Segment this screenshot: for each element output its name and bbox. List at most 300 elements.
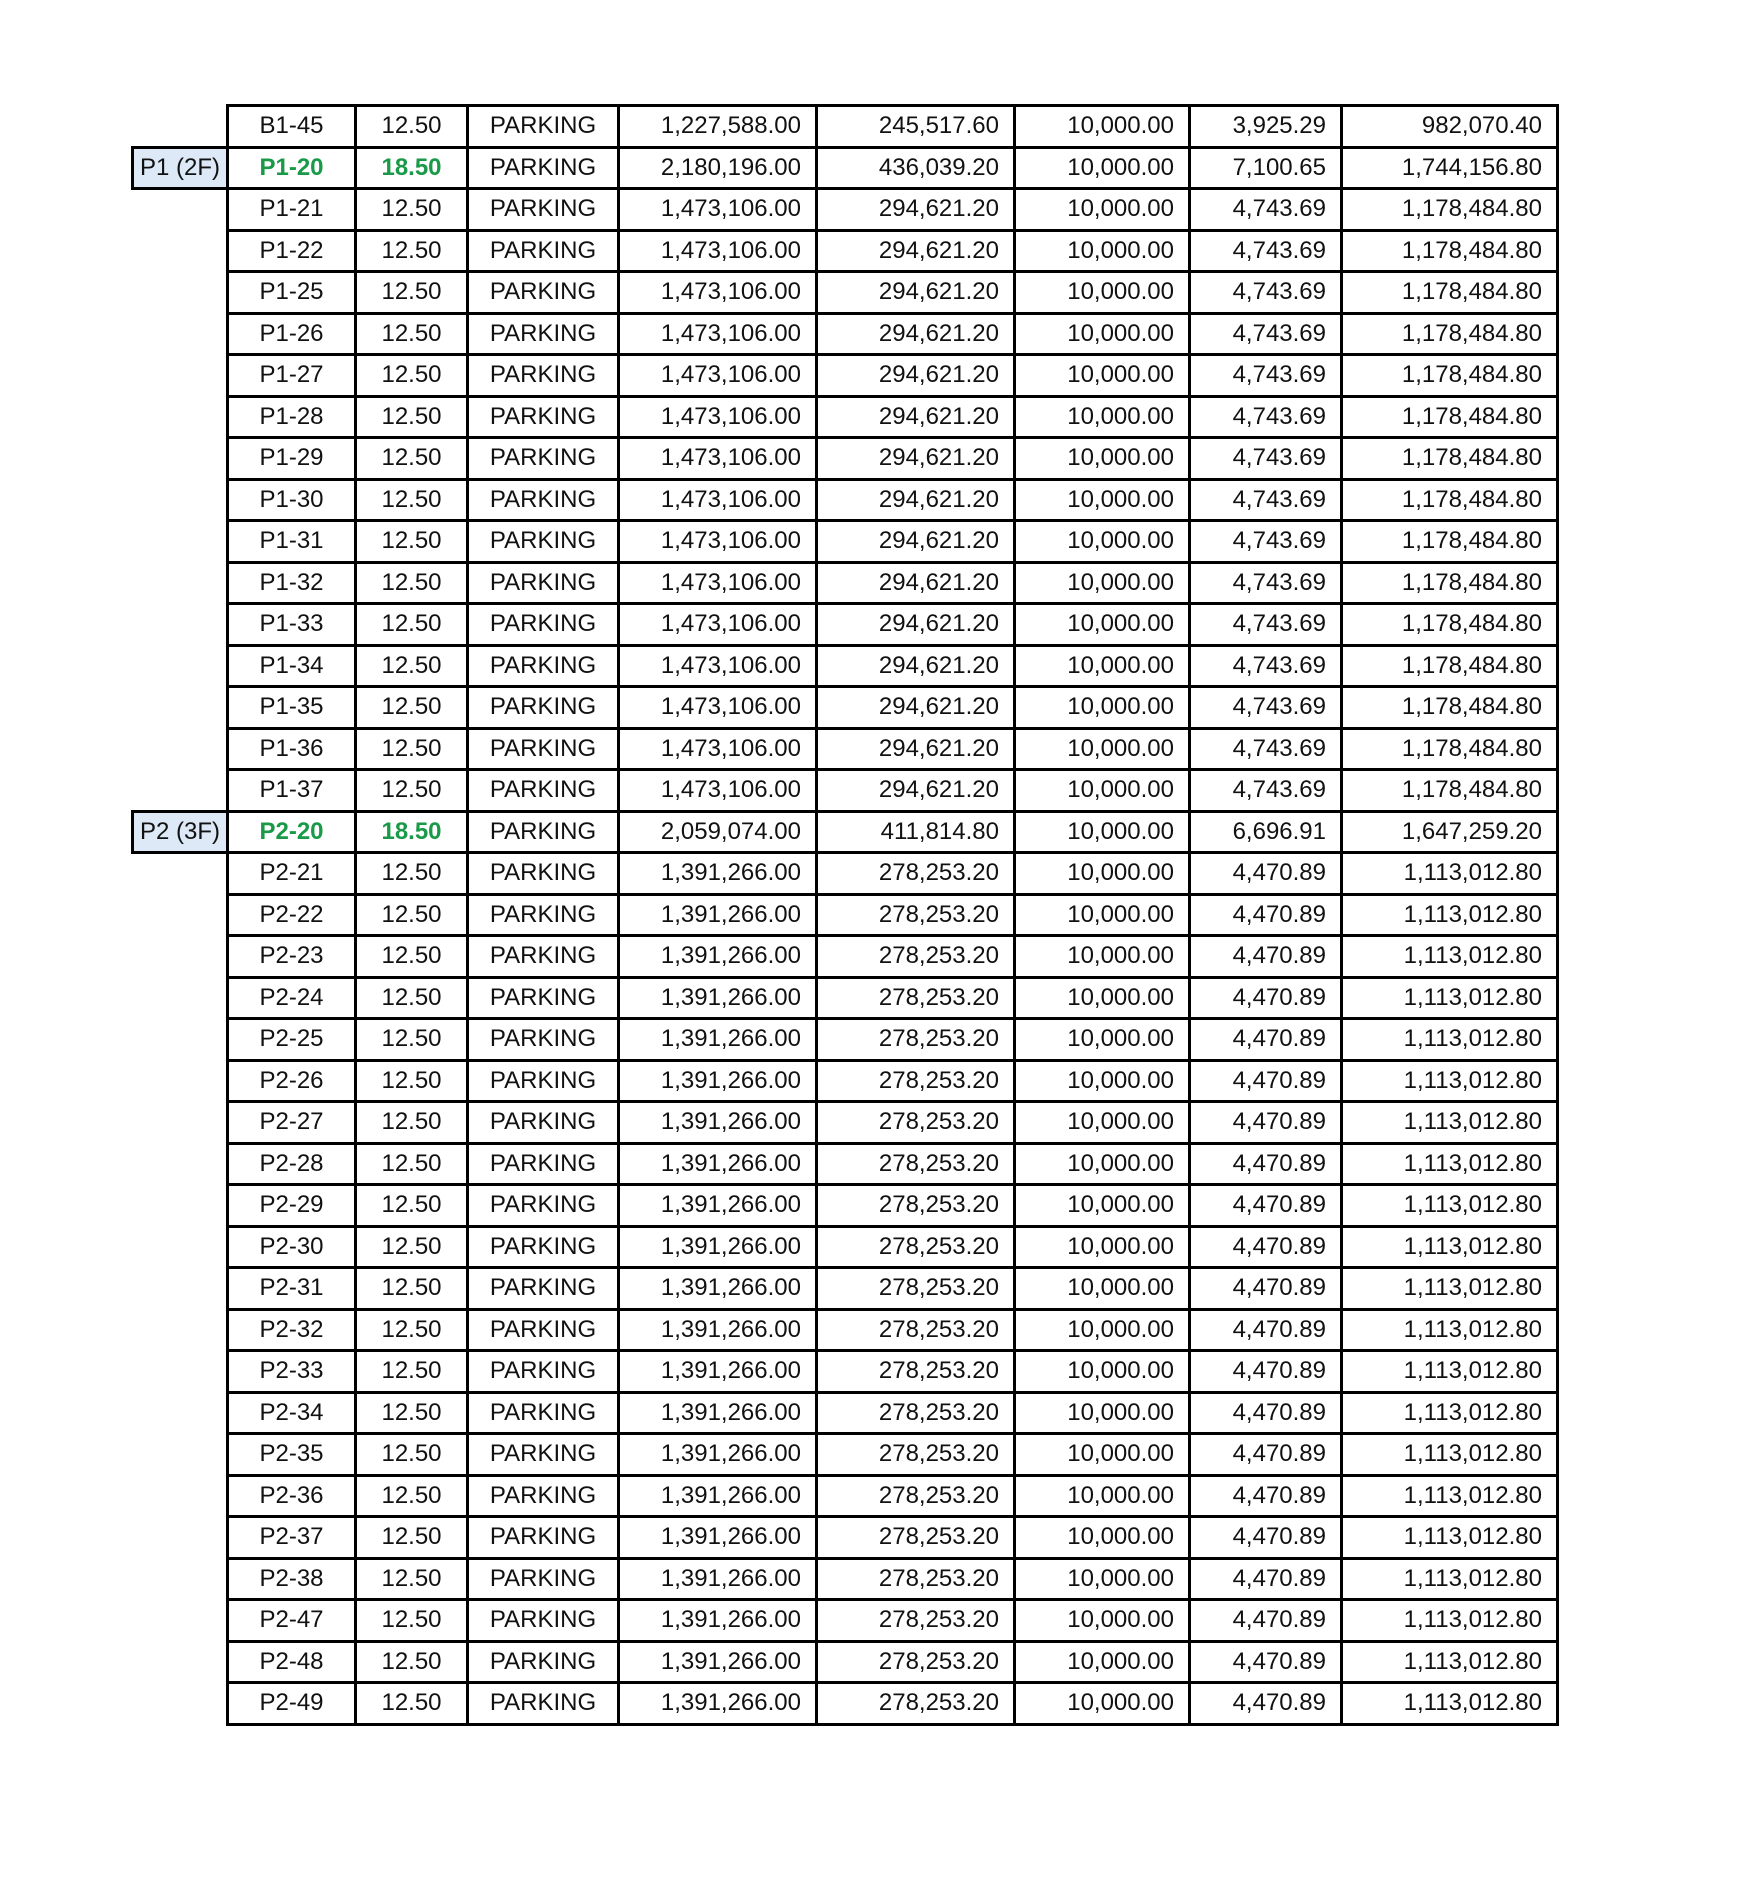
booking-fee-cell[interactable]: 10,000.00	[1015, 1434, 1190, 1476]
booking-fee-cell[interactable]: 10,000.00	[1015, 811, 1190, 853]
installment-cell[interactable]: 4,470.89	[1190, 977, 1342, 1019]
type-cell[interactable]: PARKING	[468, 1102, 619, 1144]
balance-cell[interactable]: 1,113,012.80	[1342, 1351, 1558, 1393]
deposit-cell[interactable]: 278,253.20	[817, 1434, 1015, 1476]
price-cell[interactable]: 1,391,266.00	[619, 1600, 817, 1642]
price-cell[interactable]: 1,473,106.00	[619, 355, 817, 397]
price-cell[interactable]: 1,473,106.00	[619, 479, 817, 521]
installment-cell[interactable]: 4,470.89	[1190, 1019, 1342, 1061]
installment-cell[interactable]: 4,470.89	[1190, 1268, 1342, 1310]
price-cell[interactable]: 1,391,266.00	[619, 853, 817, 895]
type-cell[interactable]: PARKING	[468, 977, 619, 1019]
unit-code-cell[interactable]: P2-23	[228, 936, 356, 978]
installment-cell[interactable]: 4,470.89	[1190, 1143, 1342, 1185]
price-cell[interactable]: 1,391,266.00	[619, 1517, 817, 1559]
price-cell[interactable]: 1,391,266.00	[619, 1060, 817, 1102]
deposit-cell[interactable]: 411,814.80	[817, 811, 1015, 853]
deposit-cell[interactable]: 294,621.20	[817, 396, 1015, 438]
booking-fee-cell[interactable]: 10,000.00	[1015, 1226, 1190, 1268]
type-cell[interactable]: PARKING	[468, 1517, 619, 1559]
price-cell[interactable]: 1,473,106.00	[619, 521, 817, 563]
deposit-cell[interactable]: 278,253.20	[817, 1226, 1015, 1268]
balance-cell[interactable]: 1,113,012.80	[1342, 936, 1558, 978]
balance-cell[interactable]: 1,113,012.80	[1342, 894, 1558, 936]
price-cell[interactable]: 1,473,106.00	[619, 230, 817, 272]
balance-cell[interactable]: 1,113,012.80	[1342, 1558, 1558, 1600]
installment-cell[interactable]: 4,470.89	[1190, 1185, 1342, 1227]
price-cell[interactable]: 1,473,106.00	[619, 313, 817, 355]
unit-code-cell[interactable]: P1-34	[228, 645, 356, 687]
type-cell[interactable]: PARKING	[468, 521, 619, 563]
type-cell[interactable]: PARKING	[468, 1060, 619, 1102]
type-cell[interactable]: PARKING	[468, 1558, 619, 1600]
balance-cell[interactable]: 1,178,484.80	[1342, 687, 1558, 729]
booking-fee-cell[interactable]: 10,000.00	[1015, 853, 1190, 895]
balance-cell[interactable]: 1,178,484.80	[1342, 189, 1558, 231]
unit-code-cell[interactable]: P2-36	[228, 1475, 356, 1517]
area-cell[interactable]: 12.50	[356, 438, 468, 480]
unit-code-cell[interactable]: P1-21	[228, 189, 356, 231]
booking-fee-cell[interactable]: 10,000.00	[1015, 1517, 1190, 1559]
booking-fee-cell[interactable]: 10,000.00	[1015, 1268, 1190, 1310]
installment-cell[interactable]: 4,470.89	[1190, 1226, 1342, 1268]
booking-fee-cell[interactable]: 10,000.00	[1015, 1185, 1190, 1227]
type-cell[interactable]: PARKING	[468, 562, 619, 604]
installment-cell[interactable]: 4,470.89	[1190, 1641, 1342, 1683]
installment-cell[interactable]: 4,470.89	[1190, 1309, 1342, 1351]
deposit-cell[interactable]: 294,621.20	[817, 521, 1015, 563]
deposit-cell[interactable]: 245,517.60	[817, 106, 1015, 148]
installment-cell[interactable]: 4,743.69	[1190, 728, 1342, 770]
installment-cell[interactable]: 4,470.89	[1190, 1102, 1342, 1144]
area-cell[interactable]: 12.50	[356, 1600, 468, 1642]
booking-fee-cell[interactable]: 10,000.00	[1015, 687, 1190, 729]
installment-cell[interactable]: 4,470.89	[1190, 1392, 1342, 1434]
installment-cell[interactable]: 4,743.69	[1190, 230, 1342, 272]
unit-code-cell[interactable]: P2-33	[228, 1351, 356, 1393]
installment-cell[interactable]: 4,470.89	[1190, 1683, 1342, 1725]
balance-cell[interactable]: 1,113,012.80	[1342, 853, 1558, 895]
booking-fee-cell[interactable]: 10,000.00	[1015, 1102, 1190, 1144]
unit-code-cell[interactable]: P1-33	[228, 604, 356, 646]
booking-fee-cell[interactable]: 10,000.00	[1015, 770, 1190, 812]
price-cell[interactable]: 1,391,266.00	[619, 936, 817, 978]
type-cell[interactable]: PARKING	[468, 645, 619, 687]
price-cell[interactable]: 1,473,106.00	[619, 770, 817, 812]
deposit-cell[interactable]: 294,621.20	[817, 355, 1015, 397]
area-cell[interactable]: 12.50	[356, 936, 468, 978]
booking-fee-cell[interactable]: 10,000.00	[1015, 147, 1190, 189]
type-cell[interactable]: PARKING	[468, 313, 619, 355]
balance-cell[interactable]: 1,178,484.80	[1342, 396, 1558, 438]
deposit-cell[interactable]: 294,621.20	[817, 687, 1015, 729]
booking-fee-cell[interactable]: 10,000.00	[1015, 1392, 1190, 1434]
balance-cell[interactable]: 1,647,259.20	[1342, 811, 1558, 853]
booking-fee-cell[interactable]: 10,000.00	[1015, 479, 1190, 521]
installment-cell[interactable]: 4,470.89	[1190, 1434, 1342, 1476]
installment-cell[interactable]: 4,743.69	[1190, 272, 1342, 314]
balance-cell[interactable]: 1,113,012.80	[1342, 1102, 1558, 1144]
price-cell[interactable]: 1,473,106.00	[619, 645, 817, 687]
price-cell[interactable]: 1,391,266.00	[619, 1226, 817, 1268]
balance-cell[interactable]: 1,178,484.80	[1342, 438, 1558, 480]
unit-code-cell[interactable]: P2-37	[228, 1517, 356, 1559]
balance-cell[interactable]: 1,178,484.80	[1342, 728, 1558, 770]
unit-code-cell[interactable]: P2-35	[228, 1434, 356, 1476]
deposit-cell[interactable]: 278,253.20	[817, 1268, 1015, 1310]
booking-fee-cell[interactable]: 10,000.00	[1015, 645, 1190, 687]
price-cell[interactable]: 1,473,106.00	[619, 562, 817, 604]
booking-fee-cell[interactable]: 10,000.00	[1015, 355, 1190, 397]
installment-cell[interactable]: 4,470.89	[1190, 1475, 1342, 1517]
area-cell[interactable]: 12.50	[356, 770, 468, 812]
price-cell[interactable]: 1,391,266.00	[619, 977, 817, 1019]
installment-cell[interactable]: 4,743.69	[1190, 313, 1342, 355]
price-cell[interactable]: 1,391,266.00	[619, 1558, 817, 1600]
unit-code-cell[interactable]: P2-31	[228, 1268, 356, 1310]
balance-cell[interactable]: 1,113,012.80	[1342, 1392, 1558, 1434]
price-cell[interactable]: 1,391,266.00	[619, 1475, 817, 1517]
area-cell[interactable]: 12.50	[356, 396, 468, 438]
area-cell[interactable]: 12.50	[356, 1558, 468, 1600]
price-cell[interactable]: 1,391,266.00	[619, 1641, 817, 1683]
area-cell[interactable]: 12.50	[356, 106, 468, 148]
type-cell[interactable]: PARKING	[468, 1143, 619, 1185]
deposit-cell[interactable]: 294,621.20	[817, 189, 1015, 231]
price-cell[interactable]: 1,473,106.00	[619, 687, 817, 729]
price-cell[interactable]: 2,180,196.00	[619, 147, 817, 189]
type-cell[interactable]: PARKING	[468, 894, 619, 936]
floor-label[interactable]: P2 (3F)	[133, 811, 228, 853]
booking-fee-cell[interactable]: 10,000.00	[1015, 106, 1190, 148]
area-cell[interactable]: 12.50	[356, 1475, 468, 1517]
balance-cell[interactable]: 1,178,484.80	[1342, 645, 1558, 687]
deposit-cell[interactable]: 278,253.20	[817, 1517, 1015, 1559]
deposit-cell[interactable]: 278,253.20	[817, 894, 1015, 936]
installment-cell[interactable]: 4,470.89	[1190, 1600, 1342, 1642]
unit-code-cell[interactable]: P2-24	[228, 977, 356, 1019]
deposit-cell[interactable]: 294,621.20	[817, 645, 1015, 687]
type-cell[interactable]: PARKING	[468, 189, 619, 231]
unit-code-cell[interactable]: P1-29	[228, 438, 356, 480]
deposit-cell[interactable]: 278,253.20	[817, 853, 1015, 895]
installment-cell[interactable]: 4,743.69	[1190, 521, 1342, 563]
area-cell[interactable]: 12.50	[356, 1392, 468, 1434]
area-cell[interactable]: 12.50	[356, 1641, 468, 1683]
booking-fee-cell[interactable]: 10,000.00	[1015, 936, 1190, 978]
type-cell[interactable]: PARKING	[468, 1683, 619, 1725]
unit-code-cell[interactable]: P2-48	[228, 1641, 356, 1683]
deposit-cell[interactable]: 278,253.20	[817, 977, 1015, 1019]
area-cell[interactable]: 18.50	[356, 811, 468, 853]
type-cell[interactable]: PARKING	[468, 687, 619, 729]
balance-cell[interactable]: 1,178,484.80	[1342, 770, 1558, 812]
deposit-cell[interactable]: 294,621.20	[817, 604, 1015, 646]
type-cell[interactable]: PARKING	[468, 936, 619, 978]
deposit-cell[interactable]: 294,621.20	[817, 479, 1015, 521]
area-cell[interactable]: 12.50	[356, 1019, 468, 1061]
deposit-cell[interactable]: 294,621.20	[817, 313, 1015, 355]
installment-cell[interactable]: 4,743.69	[1190, 396, 1342, 438]
booking-fee-cell[interactable]: 10,000.00	[1015, 438, 1190, 480]
booking-fee-cell[interactable]: 10,000.00	[1015, 728, 1190, 770]
balance-cell[interactable]: 1,113,012.80	[1342, 1475, 1558, 1517]
booking-fee-cell[interactable]: 10,000.00	[1015, 189, 1190, 231]
booking-fee-cell[interactable]: 10,000.00	[1015, 1641, 1190, 1683]
unit-code-cell[interactable]: B1-45	[228, 106, 356, 148]
price-cell[interactable]: 1,391,266.00	[619, 894, 817, 936]
area-cell[interactable]: 12.50	[356, 1102, 468, 1144]
type-cell[interactable]: PARKING	[468, 1351, 619, 1393]
deposit-cell[interactable]: 278,253.20	[817, 1558, 1015, 1600]
area-cell[interactable]: 12.50	[356, 1517, 468, 1559]
unit-code-cell[interactable]: P2-34	[228, 1392, 356, 1434]
area-cell[interactable]: 12.50	[356, 1683, 468, 1725]
area-cell[interactable]: 12.50	[356, 521, 468, 563]
area-cell[interactable]: 12.50	[356, 562, 468, 604]
type-cell[interactable]: PARKING	[468, 811, 619, 853]
type-cell[interactable]: PARKING	[468, 1268, 619, 1310]
unit-code-cell[interactable]: P2-29	[228, 1185, 356, 1227]
area-cell[interactable]: 18.50	[356, 147, 468, 189]
unit-code-cell[interactable]: P1-36	[228, 728, 356, 770]
area-cell[interactable]: 12.50	[356, 272, 468, 314]
booking-fee-cell[interactable]: 10,000.00	[1015, 272, 1190, 314]
deposit-cell[interactable]: 278,253.20	[817, 1019, 1015, 1061]
deposit-cell[interactable]: 278,253.20	[817, 1185, 1015, 1227]
deposit-cell[interactable]: 294,621.20	[817, 230, 1015, 272]
price-cell[interactable]: 1,391,266.00	[619, 1392, 817, 1434]
area-cell[interactable]: 12.50	[356, 853, 468, 895]
deposit-cell[interactable]: 294,621.20	[817, 728, 1015, 770]
price-cell[interactable]: 1,473,106.00	[619, 396, 817, 438]
unit-code-cell[interactable]: P2-20	[228, 811, 356, 853]
deposit-cell[interactable]: 294,621.20	[817, 438, 1015, 480]
unit-code-cell[interactable]: P1-26	[228, 313, 356, 355]
balance-cell[interactable]: 1,113,012.80	[1342, 1268, 1558, 1310]
area-cell[interactable]: 12.50	[356, 230, 468, 272]
type-cell[interactable]: PARKING	[468, 1475, 619, 1517]
area-cell[interactable]: 12.50	[356, 645, 468, 687]
balance-cell[interactable]: 1,113,012.80	[1342, 1226, 1558, 1268]
type-cell[interactable]: PARKING	[468, 604, 619, 646]
price-cell[interactable]: 1,473,106.00	[619, 272, 817, 314]
deposit-cell[interactable]: 294,621.20	[817, 770, 1015, 812]
area-cell[interactable]: 12.50	[356, 1143, 468, 1185]
booking-fee-cell[interactable]: 10,000.00	[1015, 604, 1190, 646]
unit-code-cell[interactable]: P2-26	[228, 1060, 356, 1102]
price-cell[interactable]: 1,473,106.00	[619, 438, 817, 480]
balance-cell[interactable]: 1,113,012.80	[1342, 1143, 1558, 1185]
balance-cell[interactable]: 1,744,156.80	[1342, 147, 1558, 189]
deposit-cell[interactable]: 278,253.20	[817, 1309, 1015, 1351]
installment-cell[interactable]: 4,743.69	[1190, 645, 1342, 687]
deposit-cell[interactable]: 278,253.20	[817, 936, 1015, 978]
price-cell[interactable]: 2,059,074.00	[619, 811, 817, 853]
balance-cell[interactable]: 1,178,484.80	[1342, 272, 1558, 314]
type-cell[interactable]: PARKING	[468, 1600, 619, 1642]
type-cell[interactable]: PARKING	[468, 355, 619, 397]
price-cell[interactable]: 1,391,266.00	[619, 1434, 817, 1476]
deposit-cell[interactable]: 278,253.20	[817, 1102, 1015, 1144]
area-cell[interactable]: 12.50	[356, 1226, 468, 1268]
type-cell[interactable]: PARKING	[468, 770, 619, 812]
unit-code-cell[interactable]: P2-30	[228, 1226, 356, 1268]
deposit-cell[interactable]: 278,253.20	[817, 1143, 1015, 1185]
installment-cell[interactable]: 4,470.89	[1190, 1060, 1342, 1102]
installment-cell[interactable]: 4,743.69	[1190, 687, 1342, 729]
type-cell[interactable]: PARKING	[468, 1392, 619, 1434]
area-cell[interactable]: 12.50	[356, 479, 468, 521]
area-cell[interactable]: 12.50	[356, 1185, 468, 1227]
booking-fee-cell[interactable]: 10,000.00	[1015, 977, 1190, 1019]
type-cell[interactable]: PARKING	[468, 1434, 619, 1476]
type-cell[interactable]: PARKING	[468, 1226, 619, 1268]
booking-fee-cell[interactable]: 10,000.00	[1015, 894, 1190, 936]
installment-cell[interactable]: 4,470.89	[1190, 853, 1342, 895]
deposit-cell[interactable]: 278,253.20	[817, 1475, 1015, 1517]
installment-cell[interactable]: 4,470.89	[1190, 1558, 1342, 1600]
installment-cell[interactable]: 6,696.91	[1190, 811, 1342, 853]
type-cell[interactable]: PARKING	[468, 728, 619, 770]
balance-cell[interactable]: 982,070.40	[1342, 106, 1558, 148]
booking-fee-cell[interactable]: 10,000.00	[1015, 1600, 1190, 1642]
installment-cell[interactable]: 4,470.89	[1190, 894, 1342, 936]
deposit-cell[interactable]: 278,253.20	[817, 1641, 1015, 1683]
balance-cell[interactable]: 1,113,012.80	[1342, 1434, 1558, 1476]
unit-code-cell[interactable]: P1-27	[228, 355, 356, 397]
balance-cell[interactable]: 1,113,012.80	[1342, 1683, 1558, 1725]
unit-code-cell[interactable]: P2-32	[228, 1309, 356, 1351]
area-cell[interactable]: 12.50	[356, 977, 468, 1019]
type-cell[interactable]: PARKING	[468, 479, 619, 521]
unit-code-cell[interactable]: P1-22	[228, 230, 356, 272]
type-cell[interactable]: PARKING	[468, 230, 619, 272]
balance-cell[interactable]: 1,113,012.80	[1342, 1600, 1558, 1642]
floor-label[interactable]: P1 (2F)	[133, 147, 228, 189]
balance-cell[interactable]: 1,113,012.80	[1342, 1641, 1558, 1683]
balance-cell[interactable]: 1,178,484.80	[1342, 604, 1558, 646]
price-cell[interactable]: 1,391,266.00	[619, 1019, 817, 1061]
type-cell[interactable]: PARKING	[468, 853, 619, 895]
balance-cell[interactable]: 1,178,484.80	[1342, 562, 1558, 604]
booking-fee-cell[interactable]: 10,000.00	[1015, 562, 1190, 604]
deposit-cell[interactable]: 278,253.20	[817, 1060, 1015, 1102]
deposit-cell[interactable]: 278,253.20	[817, 1392, 1015, 1434]
area-cell[interactable]: 12.50	[356, 1434, 468, 1476]
unit-code-cell[interactable]: P2-27	[228, 1102, 356, 1144]
price-cell[interactable]: 1,391,266.00	[619, 1143, 817, 1185]
type-cell[interactable]: PARKING	[468, 396, 619, 438]
type-cell[interactable]: PARKING	[468, 106, 619, 148]
unit-code-cell[interactable]: P2-38	[228, 1558, 356, 1600]
price-cell[interactable]: 1,227,588.00	[619, 106, 817, 148]
area-cell[interactable]: 12.50	[356, 894, 468, 936]
deposit-cell[interactable]: 294,621.20	[817, 272, 1015, 314]
unit-code-cell[interactable]: P1-32	[228, 562, 356, 604]
installment-cell[interactable]: 4,743.69	[1190, 562, 1342, 604]
price-cell[interactable]: 1,391,266.00	[619, 1185, 817, 1227]
installment-cell[interactable]: 4,470.89	[1190, 1517, 1342, 1559]
price-cell[interactable]: 1,391,266.00	[619, 1309, 817, 1351]
area-cell[interactable]: 12.50	[356, 355, 468, 397]
installment-cell[interactable]: 4,743.69	[1190, 604, 1342, 646]
booking-fee-cell[interactable]: 10,000.00	[1015, 1060, 1190, 1102]
booking-fee-cell[interactable]: 10,000.00	[1015, 1475, 1190, 1517]
price-cell[interactable]: 1,391,266.00	[619, 1268, 817, 1310]
unit-code-cell[interactable]: P2-25	[228, 1019, 356, 1061]
type-cell[interactable]: PARKING	[468, 272, 619, 314]
installment-cell[interactable]: 4,743.69	[1190, 355, 1342, 397]
area-cell[interactable]: 12.50	[356, 728, 468, 770]
booking-fee-cell[interactable]: 10,000.00	[1015, 1019, 1190, 1061]
area-cell[interactable]: 12.50	[356, 1351, 468, 1393]
booking-fee-cell[interactable]: 10,000.00	[1015, 396, 1190, 438]
type-cell[interactable]: PARKING	[468, 1019, 619, 1061]
booking-fee-cell[interactable]: 10,000.00	[1015, 1683, 1190, 1725]
balance-cell[interactable]: 1,178,484.80	[1342, 230, 1558, 272]
price-cell[interactable]: 1,473,106.00	[619, 189, 817, 231]
booking-fee-cell[interactable]: 10,000.00	[1015, 1558, 1190, 1600]
balance-cell[interactable]: 1,113,012.80	[1342, 1060, 1558, 1102]
installment-cell[interactable]: 4,470.89	[1190, 1351, 1342, 1393]
balance-cell[interactable]: 1,178,484.80	[1342, 521, 1558, 563]
installment-cell[interactable]: 3,925.29	[1190, 106, 1342, 148]
balance-cell[interactable]: 1,178,484.80	[1342, 313, 1558, 355]
deposit-cell[interactable]: 278,253.20	[817, 1600, 1015, 1642]
type-cell[interactable]: PARKING	[468, 1309, 619, 1351]
booking-fee-cell[interactable]: 10,000.00	[1015, 230, 1190, 272]
type-cell[interactable]: PARKING	[468, 1185, 619, 1227]
booking-fee-cell[interactable]: 10,000.00	[1015, 1143, 1190, 1185]
balance-cell[interactable]: 1,113,012.80	[1342, 1517, 1558, 1559]
unit-code-cell[interactable]: P2-49	[228, 1683, 356, 1725]
price-cell[interactable]: 1,473,106.00	[619, 728, 817, 770]
booking-fee-cell[interactable]: 10,000.00	[1015, 1309, 1190, 1351]
area-cell[interactable]: 12.50	[356, 1309, 468, 1351]
area-cell[interactable]: 12.50	[356, 189, 468, 231]
type-cell[interactable]: PARKING	[468, 1641, 619, 1683]
area-cell[interactable]: 12.50	[356, 1060, 468, 1102]
price-cell[interactable]: 1,391,266.00	[619, 1683, 817, 1725]
balance-cell[interactable]: 1,113,012.80	[1342, 1309, 1558, 1351]
unit-code-cell[interactable]: P2-22	[228, 894, 356, 936]
installment-cell[interactable]: 4,743.69	[1190, 770, 1342, 812]
area-cell[interactable]: 12.50	[356, 313, 468, 355]
booking-fee-cell[interactable]: 10,000.00	[1015, 1351, 1190, 1393]
installment-cell[interactable]: 4,743.69	[1190, 479, 1342, 521]
booking-fee-cell[interactable]: 10,000.00	[1015, 313, 1190, 355]
unit-code-cell[interactable]: P2-21	[228, 853, 356, 895]
unit-code-cell[interactable]: P1-31	[228, 521, 356, 563]
type-cell[interactable]: PARKING	[468, 438, 619, 480]
type-cell[interactable]: PARKING	[468, 147, 619, 189]
price-cell[interactable]: 1,473,106.00	[619, 604, 817, 646]
installment-cell[interactable]: 7,100.65	[1190, 147, 1342, 189]
unit-code-cell[interactable]: P1-28	[228, 396, 356, 438]
deposit-cell[interactable]: 278,253.20	[817, 1683, 1015, 1725]
balance-cell[interactable]: 1,113,012.80	[1342, 1019, 1558, 1061]
unit-code-cell[interactable]: P1-37	[228, 770, 356, 812]
balance-cell[interactable]: 1,113,012.80	[1342, 977, 1558, 1019]
booking-fee-cell[interactable]: 10,000.00	[1015, 521, 1190, 563]
installment-cell[interactable]: 4,743.69	[1190, 438, 1342, 480]
deposit-cell[interactable]: 294,621.20	[817, 562, 1015, 604]
unit-code-cell[interactable]: P1-35	[228, 687, 356, 729]
deposit-cell[interactable]: 436,039.20	[817, 147, 1015, 189]
balance-cell[interactable]: 1,113,012.80	[1342, 1185, 1558, 1227]
deposit-cell[interactable]: 278,253.20	[817, 1351, 1015, 1393]
